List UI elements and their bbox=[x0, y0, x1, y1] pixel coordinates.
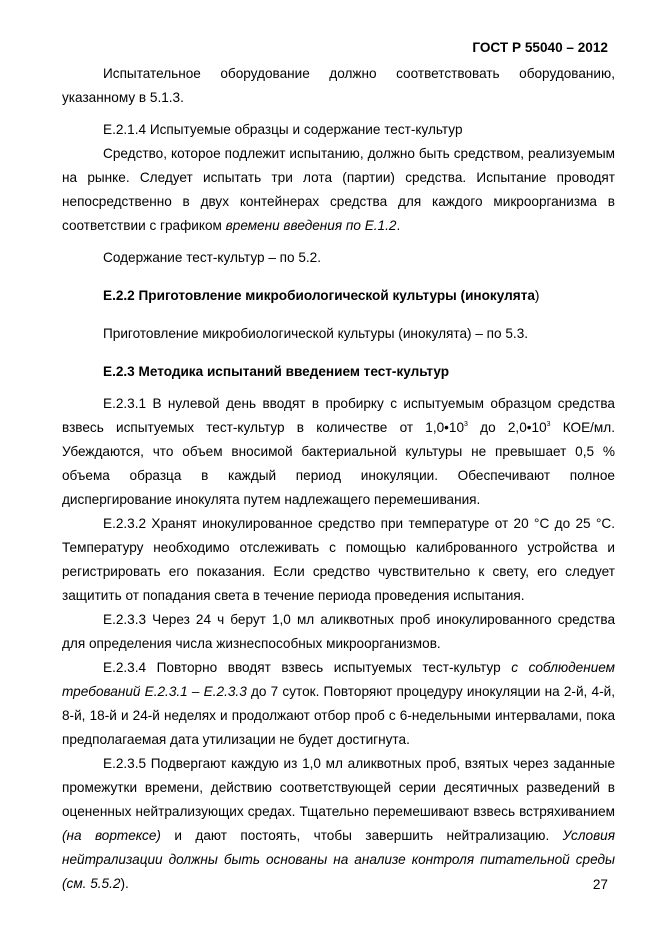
paragraph-e2-3-1 bbox=[62, 392, 615, 512]
section-heading-e2-3: Е.2.3 Методика испытаний введением тест-культур bbox=[103, 364, 450, 379]
superscript-exponent: 3 bbox=[464, 421, 468, 428]
paragraph-e2-3-5-a: Е.2.3.5 Подвергают каждую из 1,0 мл аликвотных проб, взятых через заданные промежутки времени, действию соответствующей серии десятичных разведений в оцененных нейтрализующих средах. Тщательно перемешивают взвесь встряхиванием bbox=[62, 756, 615, 819]
paragraph-e2-3-4 bbox=[62, 656, 615, 752]
paragraph-samples bbox=[62, 142, 615, 238]
paragraph-samples-tail: . bbox=[396, 218, 401, 233]
section-title-e2-1-4: Е.2.1.4 Испытуемые образцы и содержание тест-культур bbox=[103, 122, 463, 137]
paragraph-e2-3-5-italic-1: (на вортексе) bbox=[62, 828, 161, 843]
paragraph-samples-italic: времени введения по Е.1.2 bbox=[225, 218, 397, 233]
paragraph-culture-content: Содержание тест-культур – по 5.2. bbox=[103, 250, 322, 265]
paragraph-samples-text: Средство, которое подлежит испытанию, должно быть средством, реализуемым на рынке. Следует испытать три лота (партии) средства. Испытание проводят непосредственно в двух контейнерах средства для каждого микроорганизма в соответствии с графиком bbox=[62, 146, 615, 233]
paragraph-e2-3-4-italic: с соблюдением требований Е.2.3.1 – Е.2.3.3 bbox=[62, 660, 615, 699]
paragraph-e2-3-5-c: ). bbox=[120, 876, 129, 891]
paragraph-e2-3-1-b: до 2,0•10 bbox=[467, 420, 547, 435]
paragraph-equipment: Испытательное оборудование должно соответствовать оборудованию, указанному в 5.1.3. bbox=[62, 66, 615, 105]
standard-header: ГОСТ Р 55040 – 2012 bbox=[472, 40, 608, 55]
paragraph-e2-3-4-a: Е.2.3.4 Повторно вводят взвесь испытуемых тест-культур bbox=[103, 660, 512, 675]
page-number: 27 bbox=[592, 877, 608, 892]
section-heading-e2-2-text: Е.2.2 Приготовление микробиологической культуры (инокулята bbox=[103, 288, 535, 303]
paragraph-e2-3-1-c: КОЕ/мл. Убеждаются, что объем вносимой бактериальной культуры не превышает 0,5 % объема образца в каждый период инокуляции. Обеспечивают полное диспергирование инокулята путем надлежащего перемешивания. bbox=[62, 420, 615, 507]
superscript-exponent: 3 bbox=[546, 421, 551, 428]
document-body bbox=[62, 62, 615, 896]
section-heading-e2-2-paren: ) bbox=[534, 288, 540, 303]
paragraph-e2-3-5-b: и дают постоять, чтобы завершить нейтрализацию. bbox=[160, 828, 563, 843]
paragraph-e2-3-3: Е.2.3.3 Через 24 ч берут 1,0 мл аликвотных проб инокулированного средства для определения числа жизнеспособных микроорганизмов. bbox=[62, 612, 615, 651]
paragraph-inoculum-prep: Приготовление микробиологической культуры (инокулята) – по 5.3. bbox=[103, 326, 529, 341]
paragraph-e2-3-2: Е.2.3.2 Хранят инокулированное средство при температуре от 20 °С до 25 °С. Температуру необходимо отслеживать с помощью калиброванного устройства и регистрировать его показания. Если средство чувствительно к свету, его следует защитить от попадания света в течение периода проведения испытания. bbox=[62, 516, 615, 603]
section-heading-e2-2 bbox=[62, 284, 615, 308]
paragraph-e2-3-5-italic-2: Условия нейтрализации должны быть основаны на анализе контроля питательной среды (см. 5.5.2 bbox=[62, 828, 616, 891]
paragraph-e2-3-4-b: до 7 суток. Повторяют процедуру инокуляции на 2-й, 4-й, 8-й, 18-й и 24-й неделях и продолжают отбор проб с 6-недельными интервалами, пока предполагаемая дата утилизации не будет достигнута. bbox=[62, 684, 615, 747]
paragraph-e2-3-5 bbox=[62, 752, 615, 896]
paragraph-e2-3-1-a: Е.2.3.1 В нулевой день вводят в пробирку с испытуемым образцом средства взвесь испытуемых тест-культур в количестве от 1,0•10 bbox=[62, 396, 615, 435]
